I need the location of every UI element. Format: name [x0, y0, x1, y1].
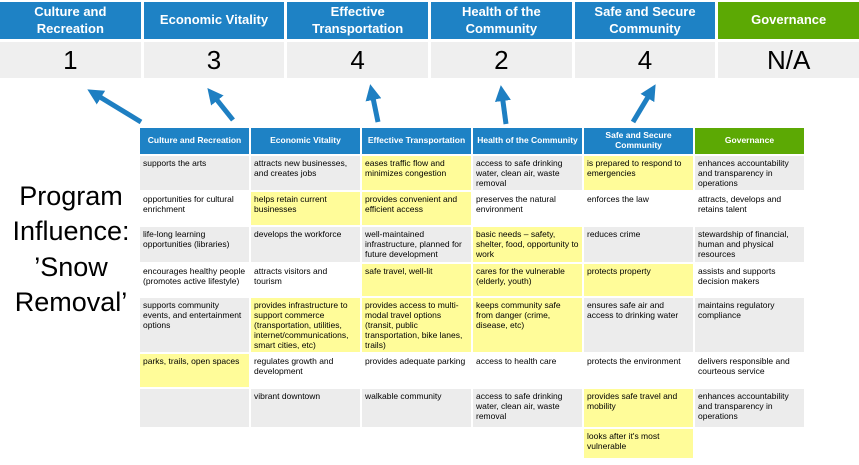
matrix-cell-r3-c1: life-long learning opportunities (libraries) [140, 227, 249, 262]
matrix-cell-r6-c2: regulates growth and development [251, 354, 360, 387]
matrix-cell-r1-c1: supports the arts [140, 156, 249, 190]
matrix-cell-r7-c5: provides safe travel and mobility [584, 389, 693, 427]
matrix-cell-r5-c4: keeps community safe from danger (crime, disease, etc) [473, 298, 582, 352]
summary-header-culture-and-recreation: Culture and Recreation [0, 2, 141, 39]
summary-score-governance: N/A [718, 42, 859, 78]
matrix-cell-r2-c3: provides convenient and efficient access [362, 192, 471, 225]
matrix-cell-r4-c2: attracts visitors and tourism [251, 264, 360, 296]
matrix-cell-r1-c3: eases traffic flow and minimizes congestion [362, 156, 471, 190]
matrix-cell-r8-c2 [251, 429, 360, 458]
matrix-cell-r5-c6: maintains regulatory compliance [695, 298, 804, 352]
influence-matrix [140, 128, 804, 458]
matrix-cell-r6-c3: provides adequate parking [362, 354, 471, 387]
matrix-cell-r3-c6: stewardship of financial, human and physical resources [695, 227, 804, 262]
matrix-cell-r8-c4 [473, 429, 582, 458]
arrow-icon-culture [95, 94, 141, 122]
influence-arrows [0, 78, 859, 128]
summary-header-safe-and-secure-community: Safe and Secure Community [575, 2, 716, 39]
arrow-icon-economic [213, 95, 233, 120]
matrix-cell-r8-c1 [140, 429, 249, 458]
matrix-cell-r5-c5: ensures safe air and access to drinking water [584, 298, 693, 352]
matrix-cell-r4-c3: safe travel, well-lit [362, 264, 471, 296]
summary-score-safe-and-secure-community: 4 [575, 42, 716, 78]
summary-score-culture-and-recreation: 1 [0, 42, 141, 78]
summary-score-health-of-the-community: 2 [431, 42, 572, 78]
matrix-cell-r5-c1: supports community events, and entertainment options [140, 298, 249, 352]
matrix-header-economic-vitality: Economic Vitality [251, 128, 360, 154]
matrix-cell-r6-c1: parks, trails, open spaces [140, 354, 249, 387]
matrix-cell-r7-c4: access to safe drinking water, clean air, waste removal [473, 389, 582, 427]
matrix-cell-r2-c5: enforces the law [584, 192, 693, 225]
matrix-cell-r7-c2: vibrant downtown [251, 389, 360, 427]
matrix-cell-r2-c4: preserves the natural environment [473, 192, 582, 225]
matrix-cell-r5-c2: provides infrastructure to support commerce (transportation, utilities, internet/communications, smart cities, etc) [251, 298, 360, 352]
program-title: Program Influence: ’Snow Removal’ [12, 181, 130, 318]
matrix-cell-r5-c3: provides access to multi-modal travel options (transit, public transportation, bike lanes, trails) [362, 298, 471, 352]
matrix-cell-r4-c4: cares for the vulnerable (elderly, youth) [473, 264, 582, 296]
summary-score-economic-vitality: 3 [144, 42, 285, 78]
matrix-cell-r8-c6 [695, 429, 804, 458]
summary-header-health-of-the-community: Health of the Community [431, 2, 572, 39]
summary-header-economic-vitality: Economic Vitality [144, 2, 285, 39]
summary-score-effective-transportation: 4 [287, 42, 428, 78]
matrix-cell-r4-c6: assists and supports decision makers [695, 264, 804, 296]
arrow-icon-transportation [372, 93, 378, 122]
matrix-cell-r8-c3 [362, 429, 471, 458]
matrix-header-culture-and-recreation: Culture and Recreation [140, 128, 249, 154]
matrix-cell-r1-c2: attracts new businesses, and creates jobs [251, 156, 360, 190]
arrow-icon-health [502, 94, 506, 124]
matrix-cell-r4-c1: encourages healthy people (promotes active lifestyle) [140, 264, 249, 296]
arrow-icon-safe [633, 92, 651, 122]
matrix-cell-r6-c4: access to health care [473, 354, 582, 387]
matrix-header-health-of-the-community: Health of the Community [473, 128, 582, 154]
matrix-cell-r7-c3: walkable community [362, 389, 471, 427]
matrix-cell-r2-c6: attracts, develops and retains talent [695, 192, 804, 225]
summary-header-effective-transportation: Effective Transportation [287, 2, 428, 39]
matrix-cell-r6-c5: protects the environment [584, 354, 693, 387]
matrix-cell-r2-c1: opportunities for cultural enrichment [140, 192, 249, 225]
matrix-cell-r3-c3: well-maintained infrastructure, planned for future development [362, 227, 471, 262]
summary-matrix [0, 2, 859, 78]
matrix-cell-r7-c6: enhances accountability and transparency in operations [695, 389, 804, 427]
matrix-cell-r8-c5: looks after it's most vulnerable [584, 429, 693, 458]
matrix-cell-r1-c5: is prepared to respond to emergencies [584, 156, 693, 190]
matrix-cell-r6-c6: delivers responsible and courteous service [695, 354, 804, 387]
matrix-cell-r3-c4: basic needs – safety, shelter, food, opportunity to work [473, 227, 582, 262]
matrix-header-safe-and-secure-community: Safe and Secure Community [584, 128, 693, 154]
matrix-cell-r4-c5: protects property [584, 264, 693, 296]
matrix-header-effective-transportation: Effective Transportation [362, 128, 471, 154]
matrix-cell-r3-c2: develops the workforce [251, 227, 360, 262]
matrix-cell-r3-c5: reduces crime [584, 227, 693, 262]
matrix-cell-r2-c2: helps retain current businesses [251, 192, 360, 225]
summary-header-governance: Governance [718, 2, 859, 39]
matrix-cell-r1-c6: enhances accountability and transparency in operations [695, 156, 804, 190]
matrix-cell-r1-c4: access to safe drinking water, clean air, waste removal [473, 156, 582, 190]
matrix-header-governance: Governance [695, 128, 804, 154]
matrix-cell-r7-c1 [140, 389, 249, 427]
